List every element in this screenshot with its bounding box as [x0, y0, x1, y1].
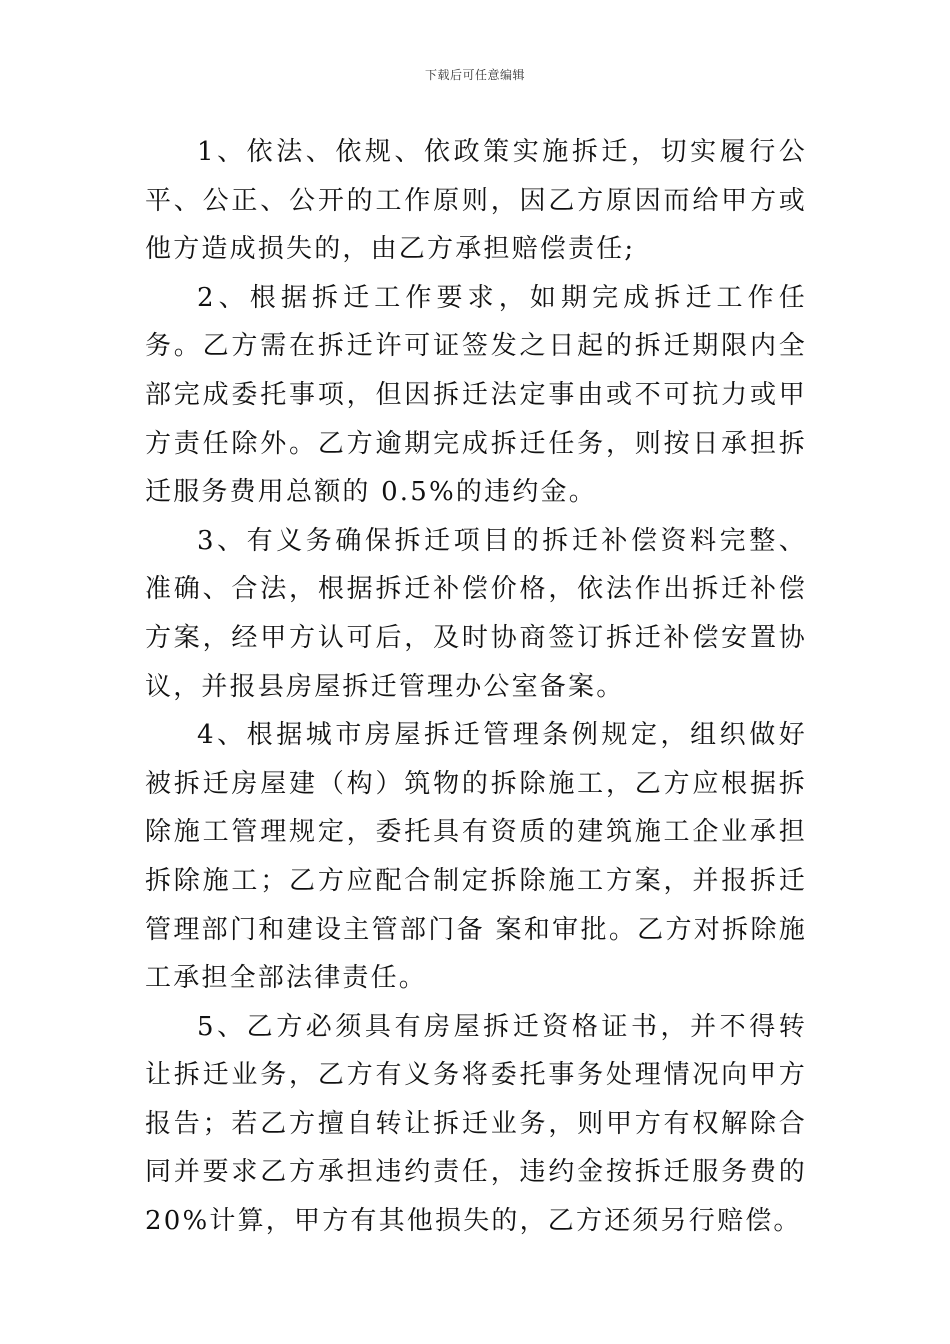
clause-4: 4、根据城市房屋拆迁管理条例规定，组织做好被拆迁房屋建（构）筑物的拆除施工，乙方应根据拆除施工管理规定，委托具有资质的建筑施工企业承担拆除施工；乙方应配合制定拆除施工方案，并报拆迁管理部门和建设主管部门备 案和审批。乙方对拆除施工承担全部法律责任。 — [145, 720, 807, 994]
clause-3: 3、有义务确保拆迁项目的拆迁补偿资料完整、准确、合法，根据拆迁补偿价格，依法作出拆迁补偿方案，经甲方认可后，及时协商签订拆迁补偿安置协议，并报县房屋拆迁管理办公室备案。 — [145, 525, 807, 702]
clause-1: 1、依法、依规、依政策实施拆迁，切实履行公平、公正、公开的工作原则，因乙方原因而给甲方或他方造成损失的，由乙方承担赔偿责任; — [145, 137, 807, 265]
document-body — [145, 128, 807, 1246]
clause-2: 2、根据拆迁工作要求，如期完成拆迁工作任务。乙方需在拆迁许可证签发之日起的拆迁期限内全部完成委托事项，但因拆迁法定事由或不可抗力或甲方责任除外。乙方逾期完成拆迁任务，则按日承担拆迁服务费用总额的 0.5%的违约金。 — [145, 282, 807, 508]
clause-5: 5、乙方必须具有房屋拆迁资格证书，并不得转让拆迁业务，乙方有义务将委托事务处理情况向甲方报告；若乙方擅自转让拆迁业务，则甲方有权解除合同并要求乙方承担违约责任，违约金按拆迁服务费的 20%计算，甲方有其他损失的，乙方还须另行赔偿。 — [145, 1011, 807, 1237]
header-note: 下载后可任意编辑 — [424, 68, 525, 82]
